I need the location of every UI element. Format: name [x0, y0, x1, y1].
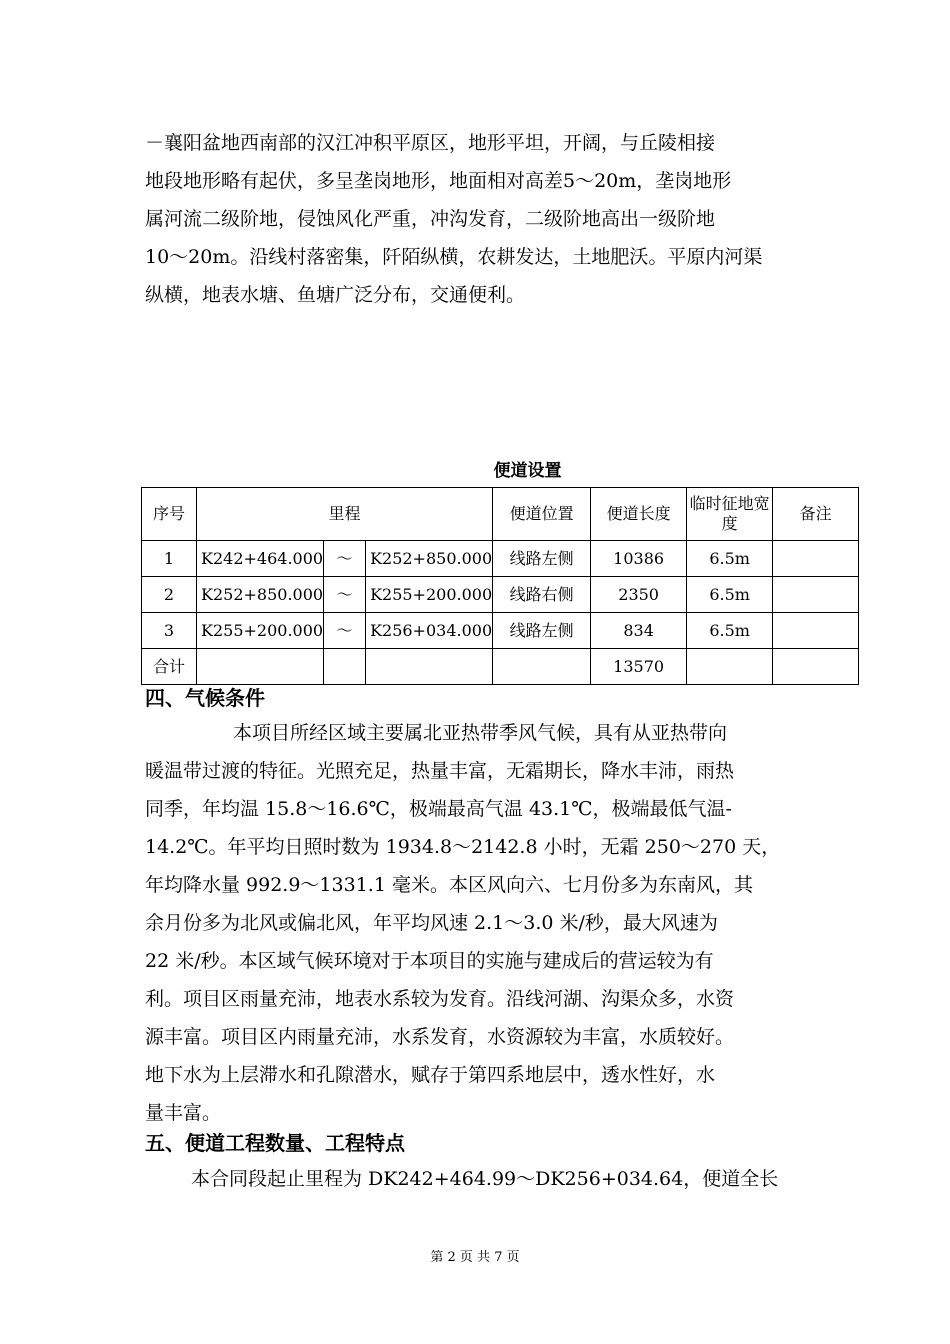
climate-paragraph	[145, 714, 810, 1132]
page-number-footer: 第 2 页 共 7 页	[430, 1250, 520, 1265]
header-width	[687, 488, 773, 541]
cell-seq: 1	[142, 541, 197, 577]
access-road-table	[141, 487, 859, 685]
header-seq: 序号	[142, 488, 197, 541]
text-line: 同季，年均温 15.8～16.6℃，极端最高气温 43.1℃，极端最低气温-	[145, 798, 732, 820]
text-line: 地段地形略有起伏，多呈垄岗地形，地面相对高差5～20m，垄岗地形	[145, 170, 732, 192]
table-header-row	[142, 488, 859, 541]
road-quantity-paragraph	[145, 1160, 810, 1198]
header-position: 便道位置	[493, 488, 591, 541]
cell-empty	[366, 649, 493, 685]
cell-to: K255+200.000	[366, 577, 493, 613]
cell-note	[773, 541, 859, 577]
text-line: 利。项目区雨量充沛，地表水系较为发育。沿线河湖、沟渠众多，水资	[145, 988, 735, 1010]
cell-position: 线路左侧	[493, 541, 591, 577]
cell-empty	[687, 649, 773, 685]
cell-from: K255+200.000	[197, 613, 324, 649]
text-line: 纵横，地表水塘、鱼塘广泛分布，交通便利。	[145, 284, 526, 306]
text-line: 余月份多为北风或偏北风，年平均风速 2.1～3.0 米/秒，最大风速为	[145, 912, 718, 934]
table-title: 便道设置	[493, 461, 562, 481]
header-length: 便道长度	[591, 488, 687, 541]
cell-width: 6.5m	[687, 613, 773, 649]
text-line: 年均降水量 992.9～1331.1 毫米。本区风向六、七月份多为东南风，其	[145, 874, 753, 896]
table-row	[142, 577, 859, 613]
text-line: 本项目所经区域主要属北亚热带季风气候，具有从亚热带向	[233, 722, 728, 744]
cell-note	[773, 577, 859, 613]
cell-total-label: 合计	[142, 649, 197, 685]
cell-empty	[324, 649, 366, 685]
text-line: 地下水为上层滞水和孔隙潜水，赋存于第四系地层中，透水性好，水	[145, 1064, 716, 1086]
table-row	[142, 613, 859, 649]
cell-length: 10386	[591, 541, 687, 577]
cell-total-length: 13570	[591, 649, 687, 685]
cell-empty	[773, 649, 859, 685]
text-line: 源丰富。项目区内雨量充沛，水系发育，水资源较为丰富，水质较好。	[145, 1026, 735, 1048]
text-line: 10～20m。沿线村落密集，阡陌纵横，农耕发达，土地肥沃。平原内河渠	[145, 246, 763, 268]
intro-paragraph	[145, 124, 810, 314]
cell-empty	[197, 649, 324, 685]
table-total-row	[142, 649, 859, 685]
section-heading: 五、便道工程数量、工程特点	[145, 1131, 405, 1155]
text-line: 22 米/秒。本区域气候环境对于本项目的实施与建成后的营运较为有	[145, 950, 714, 972]
cell-to: K256+034.000	[366, 613, 493, 649]
cell-sep: ～	[324, 577, 366, 613]
cell-length: 834	[591, 613, 687, 649]
cell-sep: ～	[324, 541, 366, 577]
text-line: 属河流二级阶地，侵蚀风化严重，冲沟发育，二级阶地高出一级阶地	[145, 208, 716, 230]
cell-width: 6.5m	[687, 541, 773, 577]
text-line: －襄阳盆地西南部的汉江冲积平原区，地形平坦，开阔，与丘陵相接	[145, 132, 716, 154]
cell-position: 线路左侧	[493, 613, 591, 649]
header-width-text: 临时征地宽度	[689, 494, 770, 533]
header-note: 备注	[773, 488, 859, 541]
cell-seq: 3	[142, 613, 197, 649]
cell-seq: 2	[142, 577, 197, 613]
text-line: 量丰富。	[145, 1102, 222, 1124]
cell-position: 线路右侧	[493, 577, 591, 613]
cell-from: K252+850.000	[197, 577, 324, 613]
table-row	[142, 541, 859, 577]
cell-width: 6.5m	[687, 577, 773, 613]
text-line: 暖温带过渡的特征。光照充足，热量丰富，无霜期长，降水丰沛，雨热	[145, 760, 735, 782]
cell-sep: ～	[324, 613, 366, 649]
section-heading: 四、气候条件	[145, 686, 265, 710]
text-line: 本合同段起止里程为 DK242+464.99～DK256+034.64，便道全长	[191, 1168, 779, 1190]
cell-length: 2350	[591, 577, 687, 613]
cell-from: K242+464.000	[197, 541, 324, 577]
header-mileage: 里程	[197, 488, 493, 541]
cell-empty	[493, 649, 591, 685]
cell-note	[773, 613, 859, 649]
cell-to: K252+850.000	[366, 541, 493, 577]
text-line: 14.2℃。年平均日照时数为 1934.8～2142.8 小时，无霜 250～270 天，	[145, 836, 781, 858]
